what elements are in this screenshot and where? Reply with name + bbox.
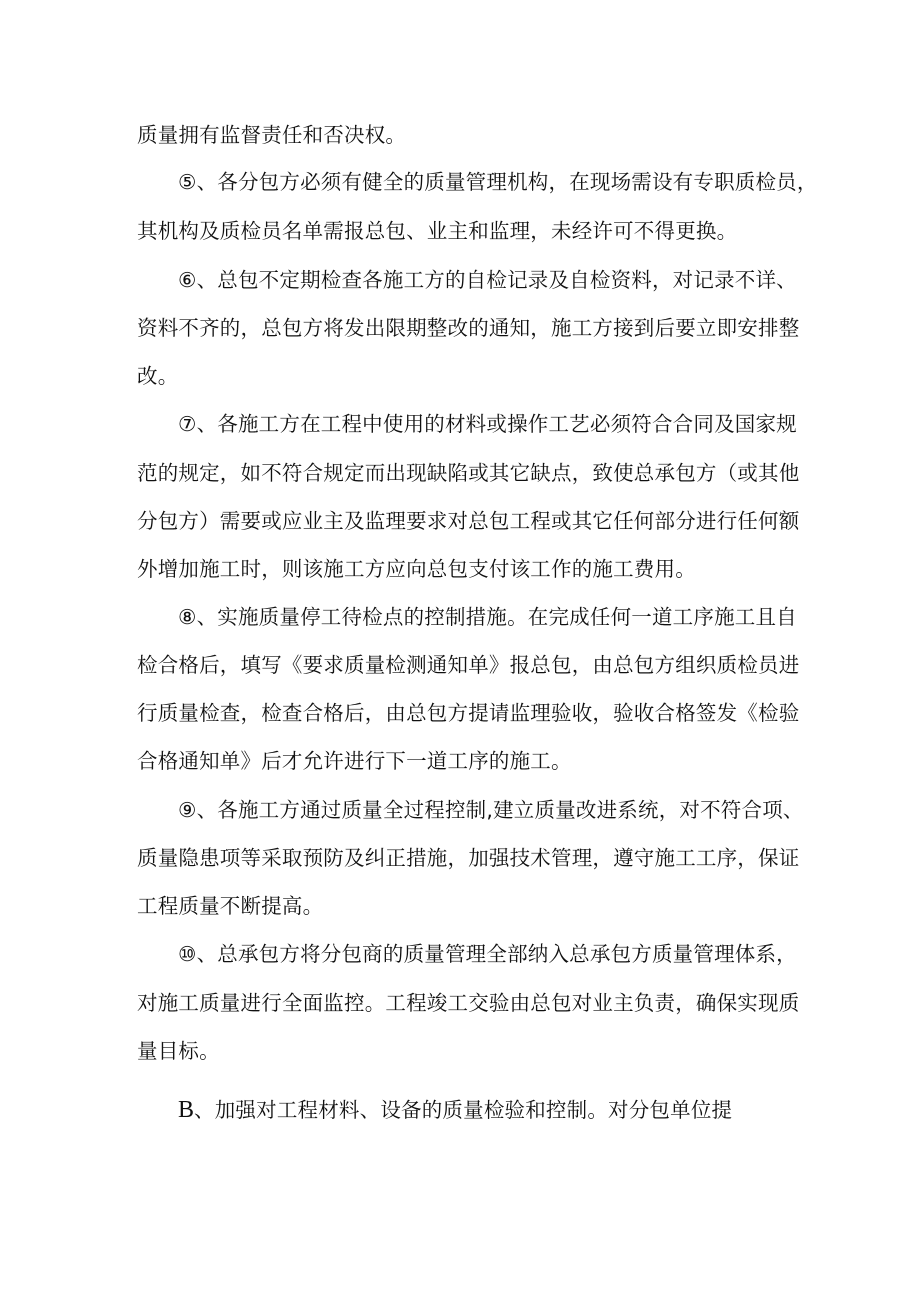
text-line-5: 资料不齐的，总包方将发出限期整改的通知，施工方接到后要立即安排整 [137,316,800,340]
text-line-6: 改。 [137,364,179,388]
text-line-11: ⑧、实施质量停工待检点的控制措施。在完成任何一道工序施工且自 [178,605,797,629]
text-line-4: ⑥、总包不定期检查各施工方的自检记录及自检资料，对记录不详、 [178,268,797,292]
text-line-16: 质量隐患项等采取预防及纠正措施，加强技术管理，遵守施工工序，保证 [137,846,800,870]
text-line-13: 行质量检查，检查合格后，由总包方提请监理验收，验收合格签发《检验 [137,701,800,725]
text-line-17: 工程质量不断提高。 [137,894,324,918]
section-b-line [178,1096,732,1124]
text-line-12: 检合格后，填写《要求质量检测通知单》报总包，由总包方组织质检员进 [137,653,800,677]
text-line-1: 质量拥有监督责任和否决权。 [137,123,407,147]
section-b-text: 、加强对工程材料、设备的质量检验和控制。对分包单位提 [194,1098,733,1122]
text-line-7: ⑦、各施工方在工程中使用的材料或操作工艺必须符合合同及国家规 [178,412,797,436]
text-line-10: 外增加施工时，则该施工方应向总包支付该工作的施工费用。 [137,557,696,581]
text-line-9: 分包方）需要或应业主及监理要求对总包工程或其它任何部分进行任何额 [137,509,800,533]
text-line-18: ⑩、总承包方将分包商的质量管理全部纳入总承包方质量管理体系， [178,942,797,966]
section-b-letter: B [178,1097,195,1123]
text-line-8: 范的规定，如不符合规定而出现缺陷或其它缺点，致使总承包方（或其他 [137,461,800,485]
text-line-3: 其机构及质检员名单需报总包、业主和监理，未经许可不得更换。 [137,219,738,243]
text-line-14: 合格通知单》后才允许进行下一道工序的施工。 [137,749,572,773]
text-line-19: 对施工质量进行全面监控。工程竣工交验由总包对业主负责，确保实现质 [137,991,800,1015]
text-line-15: ⑨、各施工方通过质量全过程控制,建立质量改进系统，对不符合项、 [178,798,804,822]
text-line-2: ⑤、各分包方必须有健全的质量管理机构，在现场需设有专职质检员， [178,170,818,194]
text-line-20: 量目标。 [137,1039,220,1063]
